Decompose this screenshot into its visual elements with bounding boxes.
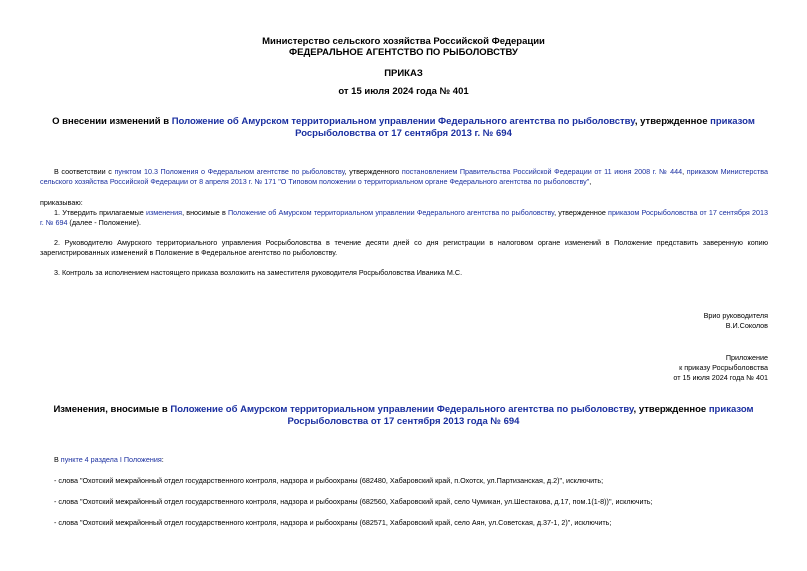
changes-link[interactable]: изменения (145, 208, 183, 217)
item-3: 3. Контроль за исполнением настоящего приказа возложить на заместителя руководителя Росрыболовства Иваника М.С. (54, 268, 463, 277)
clause-link[interactable]: пунктом 10.3 Положения о Федеральном агентстве по рыболовству (114, 167, 345, 176)
change-item: - слова "Охотский межрайонный отдел государственного контроля, надзора и рыбоохраны (682480, Хабаровский край, п.Охотск, ул.Партизанская, д.2)", исключить; (54, 476, 604, 485)
item-1 (40, 208, 768, 227)
regulation-link[interactable]: Положение об Амурском территориальном управлении Федерального агентства по рыболовству (170, 404, 634, 415)
item-1-text: (далее - Положение). (67, 217, 141, 227)
ministry-order-link[interactable]: приказом Министерства сельского хозяйства Российской Федерации от 8 апреля 2013 г. № 171 "О Типовом положении о территориальном органе Федерального агентства по рыболовству" (40, 167, 769, 186)
agency-name: ФЕДЕРАЛЬНОЕ АГЕНТСТВО ПО РЫБОЛОВСТВУ (289, 47, 518, 58)
item-1-text: , вносимые в (182, 208, 229, 217)
changes-intro (54, 455, 768, 465)
document-date-number: от 15 июля 2024 года № 401 (338, 86, 469, 97)
order-title-text: О внесении изменений в (52, 116, 172, 127)
signature-block (704, 311, 768, 331)
regulation-link[interactable]: Положение об Амурском территориальном управлении Федерального агентства по рыболовству (228, 208, 555, 217)
preamble-text: , утвержденного (344, 167, 402, 176)
preamble-paragraph (40, 167, 768, 186)
ministry-name: Министерство сельского хозяйства Российской Федерации (262, 36, 545, 47)
signatory-position: Врио руководителя (703, 311, 768, 320)
preamble-text: , (682, 167, 687, 176)
preamble-text: В соответствии с (54, 167, 115, 176)
item-1-text: , утвержденное (554, 208, 609, 217)
order-title-text: , утвержденное (634, 116, 711, 127)
changes-intro-text: : (161, 455, 164, 464)
changes-intro-text: В (54, 455, 61, 464)
regulation-link[interactable]: Положение об Амурском территориальном управлении Федерального агентства по рыболовству (171, 116, 635, 127)
government-decree-link[interactable]: постановлением Правительства Российской Федерации от 11 июня 2008 г. № 444 (401, 167, 683, 176)
signatory-name: В.И.Соколов (725, 321, 768, 330)
order-694-link[interactable]: приказом Росрыболовства от 17 сентября 2013 г. № 694 (40, 208, 768, 227)
appendix-label: Приложение (725, 353, 768, 362)
order-link-continued[interactable]: Росрыболовства от 17 сентября 2013 г. № 694 (295, 128, 512, 139)
order-link[interactable]: приказом (710, 116, 755, 127)
section-clause-link[interactable]: пункте 4 раздела I Положения (60, 455, 162, 464)
changes-title (40, 404, 767, 428)
item-1-text: 1. Утвердить прилагаемые (54, 208, 146, 217)
appendix-date: от 15 июля 2024 года № 401 (673, 373, 768, 382)
order-link-continued[interactable]: Росрыболовства от 17 сентября 2013 года № 694 (287, 416, 520, 427)
document-type: ПРИКАЗ (384, 68, 423, 79)
order-link[interactable]: приказом (708, 404, 754, 415)
item-2: 2. Руководителю Амурского территориального управления Росрыболовства в течение десяти дней со дня регистрации в налоговом органе изменений в Положение представить заверенную копию зарегистрированных изменений в Положение в Федеральное агентство по рыболовству. (40, 238, 768, 257)
preamble-text: , (589, 176, 592, 186)
appendix-block (673, 353, 768, 383)
order-title (40, 116, 767, 140)
orders-word: приказываю: (40, 198, 83, 207)
changes-title-text: Изменения, вносимые в (53, 404, 171, 415)
appendix-to: к приказу Росрыболовства (679, 363, 768, 372)
changes-title-text: , утвержденное (633, 404, 709, 415)
change-item: - слова "Охотский межрайонный отдел государственного контроля, надзора и рыбоохраны (682560, Хабаровский край, село Чумикан, ул.Шестакова, д.17, пом.1(1-8))", исключить; (54, 497, 653, 506)
change-item: - слова "Охотский межрайонный отдел государственного контроля, надзора и рыбоохраны (682571, Хабаровский край, село Аян, ул.Советская, д.37-1, 2)", исключить; (54, 518, 612, 527)
